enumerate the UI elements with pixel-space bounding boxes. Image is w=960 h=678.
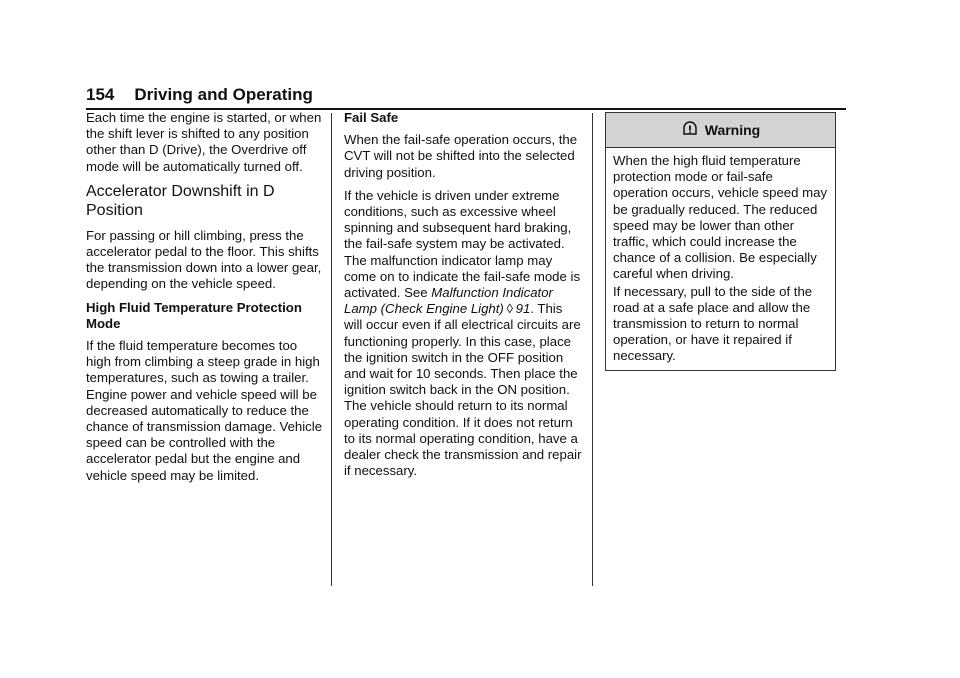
fail-safe-text-pre: If the vehicle is driven under extreme conditions, such as excessive wheel spinning and subsequent hard braking, the fail-safe system may be activated. The malfunction indicator lamp may come on to indicate the fail-safe mode is activated. See — [344, 187, 581, 301]
accelerator-downshift-heading: Accelerator Downshift in D Position — [86, 182, 275, 219]
column-divider-2 — [592, 113, 593, 586]
malfunction-lamp-link[interactable]: Malfunction Indicator Lamp (Check Engine Light) — [344, 285, 553, 317]
overdrive-paragraph: Each time the engine is started, or when the shift lever is shifted to any position other than D (Drive), the Overdrive off mode will be automatically turned off. — [86, 110, 322, 174]
column-middle — [344, 110, 584, 486]
section-title: Driving and Operating — [134, 85, 313, 104]
warning-paragraph-2: If necessary, pull to the side of the road at a safe place and allow the transmission to return to normal operation, or have it repaired if necessary. — [613, 283, 813, 364]
column-divider-1 — [331, 113, 332, 586]
fluid-temperature-paragraph: If the fluid temperature becomes too high from climbing a steep grade in high temperatures, such as towing a trailer. Engine power and vehicle speed will be decreased automatically to reduce the chance of transmission damage. Vehicle speed can be controlled with the accelerator pedal but the engine and vehicle speed may be limited. — [86, 338, 323, 483]
warning-body — [606, 148, 835, 365]
column-left — [86, 110, 324, 491]
fail-safe-heading: Fail Safe — [344, 110, 399, 125]
fluid-temperature-heading: High Fluid Temperature Protection Mode — [86, 299, 302, 331]
warning-title: Warning — [704, 122, 761, 138]
accelerator-downshift-paragraph: For passing or hill climbing, press the accelerator pedal to the floor. This shifts the transmission down into a lower gear, depending on the vehicle speed. — [86, 227, 322, 292]
fail-safe-paragraph-1: When the fail-safe operation occurs, the CVT will not be shifted into the selected driving position. — [344, 132, 578, 180]
warning-icon — [681, 121, 699, 139]
warning-box — [605, 112, 836, 371]
page-ref-number[interactable]: 91 — [515, 301, 531, 317]
page-number: 154 — [86, 85, 115, 104]
page-header — [86, 82, 846, 110]
warning-header — [606, 113, 835, 148]
page-ref-icon: ◊ — [506, 301, 513, 317]
warning-paragraph-1: When the high fluid temperature protection mode or fail-safe operation occurs, vehicle speed may be gradually reduced. The reduced speed may be lower than other traffic, which could increase the chance of a collision. Be especially careful when driving. — [613, 153, 828, 282]
fail-safe-text-post: . This will occur even if all electrical circuits are functioning properly. In this case, place the ignition switch in the OFF position and wait for 10 seconds. Then place the ignition switch back in the ON position. The vehicle should return to its normal operating condition. If it does not return to its normal operating condition, have a dealer check the transmission and repair if necessary. — [344, 301, 582, 479]
fail-safe-paragraph-2 — [344, 188, 584, 480]
